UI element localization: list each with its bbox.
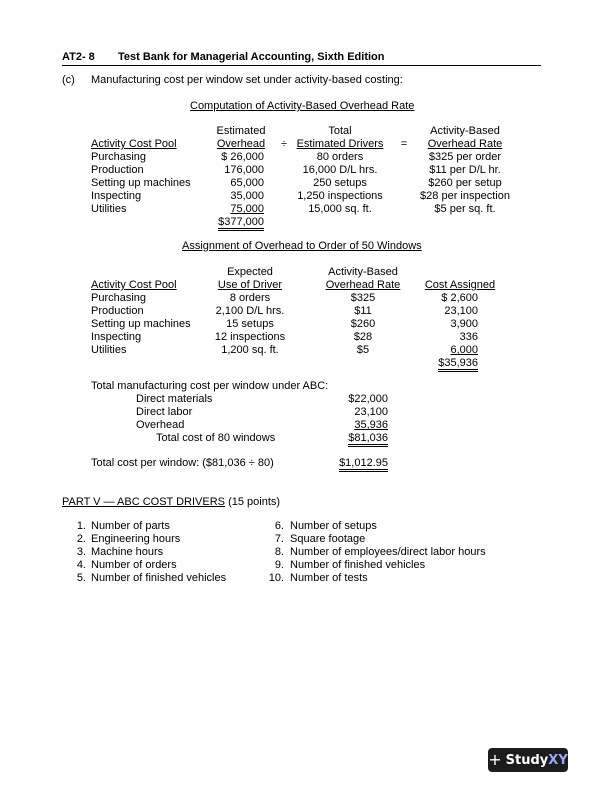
rate-row-overhead: 75,000: [230, 203, 264, 215]
rate-table-title: Computation of Activity-Based Overhead Rate: [190, 100, 415, 112]
list-item: Number of finished vehicles: [290, 559, 426, 571]
summary-item-label: Direct labor: [136, 406, 193, 418]
rate-col-rate: Overhead Rate: [427, 138, 503, 150]
rate-row-rate: $28 per inspection: [420, 190, 510, 202]
rate-row-overhead: 35,000: [230, 190, 264, 202]
part-v-heading-line: [62, 496, 280, 509]
rate-head-estimated: Estimated: [216, 125, 266, 137]
assign-row-rate: $28: [353, 331, 373, 343]
per-window-label: Total cost per window: ($81,036 ÷ 80): [91, 457, 274, 469]
assign-col-pool: Activity Cost Pool: [91, 279, 177, 291]
assign-row-use: 15 setups: [226, 318, 274, 330]
summary-item-label: Direct materials: [136, 393, 213, 405]
summary-item-value: 23,100: [354, 406, 388, 418]
part-c-intro: Manufacturing cost per window set under activity-based costing:: [91, 74, 403, 86]
assign-row-rate: $325: [350, 292, 376, 304]
assign-table-title: Assignment of Overhead to Order of 50 Windows: [182, 240, 422, 252]
assign-row-pool: Inspecting: [91, 331, 142, 343]
rate-head-total: Total: [328, 125, 352, 137]
list-item: Number of setups: [290, 520, 377, 532]
page-code: AT2- 8: [62, 51, 95, 63]
assign-row-cost: 3,900: [450, 318, 478, 330]
rate-row-drivers: 1,250 inspections: [297, 190, 383, 202]
list-item-number: 9.: [274, 559, 284, 571]
rate-col-drivers: Estimated Drivers: [296, 138, 384, 150]
summary-item-value: 35,936: [354, 419, 388, 431]
logo-text: Study: [505, 752, 549, 768]
rate-row-drivers: 15,000 sq. ft.: [308, 203, 372, 215]
rate-row-overhead: $ 26,000: [221, 151, 264, 163]
logo-accent: XY: [548, 752, 568, 768]
list-item: Number of orders: [91, 559, 177, 571]
assign-col-cost: Cost Assigned: [424, 279, 496, 291]
list-item: Number of finished vehicles: [91, 572, 227, 584]
list-item-number: 2.: [76, 533, 86, 545]
assign-row-pool: Setting up machines: [91, 318, 191, 330]
summary-item-value: $22,000: [348, 393, 388, 405]
rate-row-drivers: 250 setups: [313, 177, 367, 189]
assign-row-cost: 6,000: [450, 344, 478, 356]
assign-row-use: 8 orders: [229, 292, 271, 304]
book-title: Test Bank for Managerial Accounting, Sixth Edition: [118, 51, 385, 63]
per-window-value: $1,012.95: [339, 457, 388, 472]
summary-item-label: Overhead: [136, 419, 185, 431]
part-v-heading: PART V — ABC COST DRIVERS: [62, 496, 226, 508]
rate-row-pool: Inspecting: [91, 190, 142, 202]
rate-row-pool: Utilities: [91, 203, 127, 215]
rate-row-overhead: 65,000: [230, 177, 264, 189]
rate-row-rate: $5 per sq. ft.: [434, 203, 496, 215]
assign-head-activity-based: Activity-Based: [328, 266, 398, 278]
assign-row-use: 12 inspections: [214, 331, 286, 343]
list-item-number: 10.: [268, 572, 284, 584]
equals-sign: =: [400, 138, 408, 150]
list-item-number: 1.: [76, 520, 86, 532]
rate-row-pool: Production: [91, 164, 144, 176]
header-divider: [62, 65, 541, 66]
list-item-number: 3.: [76, 546, 86, 558]
rate-head-activity-based: Activity-Based: [430, 125, 500, 137]
rate-col-overhead: Overhead: [216, 138, 266, 150]
assign-row-rate: $11: [354, 305, 372, 317]
list-item-number: 7.: [274, 533, 284, 545]
rate-row-pool: Setting up machines: [91, 177, 191, 189]
list-item-number: 5.: [76, 572, 86, 584]
list-item-number: 6.: [274, 520, 284, 532]
assign-row-pool: Production: [91, 305, 144, 317]
part-c-label: (c): [62, 74, 75, 86]
rate-row-rate: $11 per D/L hr.: [429, 164, 501, 176]
list-item: Engineering hours: [91, 533, 181, 545]
part-v-points: (15 points): [225, 496, 281, 508]
assign-row-rate: $260: [350, 318, 376, 330]
list-item-number: 4.: [76, 559, 86, 571]
plus-icon: +: [488, 750, 502, 769]
assign-head-expected: Expected: [227, 266, 273, 278]
assign-row-cost: 23,100: [444, 305, 478, 317]
assign-col-use: Use of Driver: [217, 279, 283, 291]
assign-row-cost: 336: [459, 331, 478, 343]
summary-heading: Total manufacturing cost per window under ABC:: [91, 380, 329, 392]
assign-row-rate: $5: [356, 344, 370, 356]
assign-row-use: 1,200 sq. ft.: [221, 344, 279, 356]
rate-table-total: $377,000: [218, 216, 264, 231]
assign-row-pool: Utilities: [91, 344, 127, 356]
assign-row-use: 2,100 D/L hrs.: [215, 305, 285, 317]
rate-col-pool: Activity Cost Pool: [91, 138, 177, 150]
rate-row-pool: Purchasing: [91, 151, 147, 163]
list-item: Number of employees/direct labor hours: [290, 546, 486, 558]
rate-row-drivers: 16,000 D/L hrs.: [302, 164, 378, 176]
summary-total-value: $81,036: [348, 432, 388, 447]
divide-sign: ÷: [280, 138, 288, 150]
list-item: Number of parts: [91, 520, 170, 532]
assign-row-pool: Purchasing: [91, 292, 147, 304]
assign-col-rate: Overhead Rate: [325, 279, 401, 291]
rate-row-overhead: 176,000: [224, 164, 264, 176]
assign-table-total: $35,936: [438, 357, 478, 372]
list-item: Square footage: [290, 533, 366, 545]
rate-row-drivers: 80 orders: [316, 151, 364, 163]
list-item: Number of tests: [290, 572, 368, 584]
assign-row-cost: $ 2,600: [441, 292, 478, 304]
rate-row-rate: $260 per setup: [428, 177, 502, 189]
rate-row-rate: $325 per order: [428, 151, 502, 163]
list-item: Machine hours: [91, 546, 164, 558]
studyxy-logo[interactable]: [488, 748, 568, 772]
list-item-number: 8.: [274, 546, 284, 558]
summary-total-label: Total cost of 80 windows: [156, 432, 276, 444]
